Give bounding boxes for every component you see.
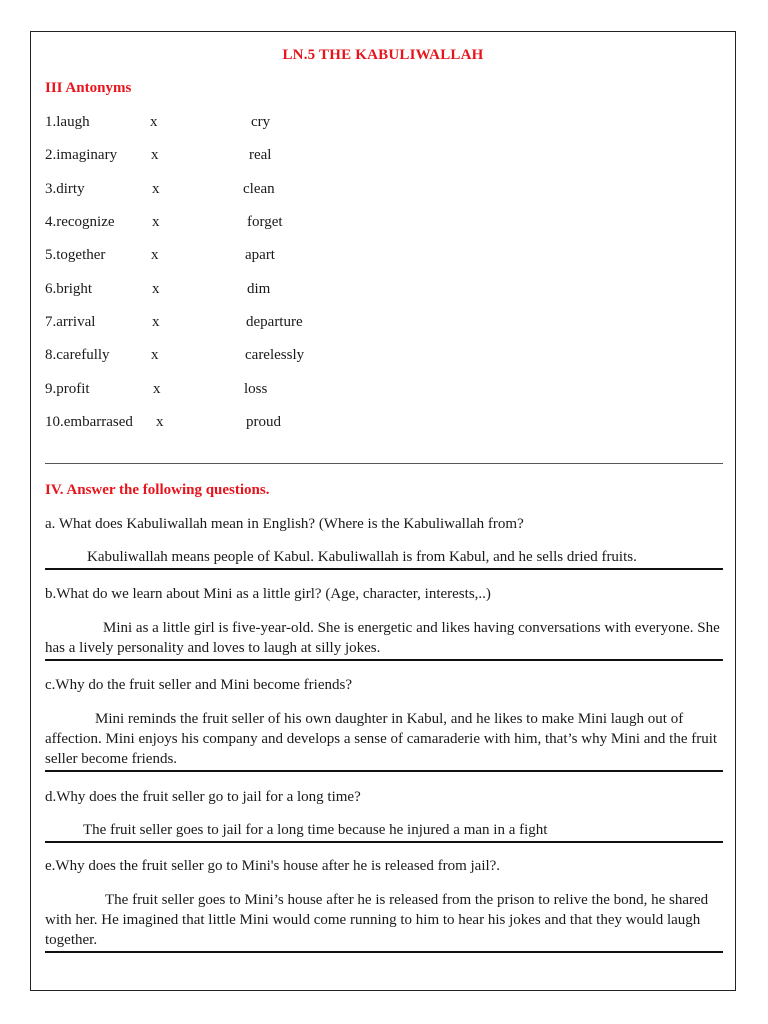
antonym-word: 8.carefully (45, 347, 110, 363)
antonym-word: 10.embarrased (45, 414, 133, 430)
antonym-opposite: proud (246, 414, 281, 430)
question-text: c.Why do the fruit seller and Mini become friends? (45, 677, 352, 693)
antonym-word: 2.imaginary (45, 147, 118, 163)
antonym-opposite: loss (244, 381, 268, 397)
antonym-word: 7.arrival (45, 314, 96, 330)
antonym-opposite: dim (247, 281, 271, 297)
question-text: a. What does Kabuliwallah mean in English? (Where is the Kabuliwallah from? (45, 516, 524, 532)
antonym-opposite: carelessly (245, 347, 305, 363)
question-text: d.Why does the fruit seller go to jail for a long time? (45, 789, 361, 805)
antonym-word: 5.together (45, 247, 106, 263)
antonym-word: 6.bright (45, 281, 93, 297)
antonym-opposite: departure (246, 314, 303, 330)
antonym-word: 3.dirty (45, 181, 85, 197)
answer-text: The fruit seller goes to jail for a long time because he injured a man in a fight (45, 820, 723, 843)
answer-text: Mini as a little girl is five-year-old. She is energetic and likes having conversations with everyone. She has a lively personality and loves to laugh at silly jokes. (45, 618, 723, 661)
antonym-separator: x (152, 281, 160, 297)
answer-text: Mini reminds the fruit seller of his own daughter in Kabul, and he likes to make Mini laugh out of affection. Mini enjoys his company and develops a sense of camaraderie with him, that’s why Mini and the fruit seller become friends. (45, 709, 723, 772)
antonym-word: 9.profit (45, 381, 90, 397)
worksheet-page (30, 31, 736, 991)
antonym-separator: x (152, 181, 160, 197)
section-divider (45, 463, 723, 464)
antonym-separator: x (151, 247, 159, 263)
antonym-opposite: apart (245, 247, 275, 263)
antonym-separator: x (152, 314, 160, 330)
antonyms-heading: III Antonyms (45, 80, 132, 96)
antonym-opposite: forget (247, 214, 283, 230)
question-text: e.Why does the fruit seller go to Mini's house after he is released from jail?. (45, 858, 501, 874)
antonym-separator: x (151, 347, 159, 363)
answer-text: Kabuliwallah means people of Kabul. Kabuliwallah is from Kabul, and he sells dried fruits. (45, 547, 723, 570)
questions-heading: IV. Answer the following questions. (45, 482, 270, 498)
antonym-separator: x (150, 114, 158, 130)
antonym-separator: x (156, 414, 164, 430)
antonym-separator: x (152, 214, 160, 230)
antonym-separator: x (151, 147, 159, 163)
antonym-opposite: real (249, 147, 272, 163)
answer-text: The fruit seller goes to Mini’s house after he is released from the prison to relive the bond, he shared with her. He imagined that little Mini would come running to him to hear his jokes and that they would laugh together. (45, 890, 723, 953)
page-title: LN.5 THE KABULIWALLAH (282, 47, 484, 63)
antonym-opposite: clean (243, 181, 275, 197)
question-text: b.What do we learn about Mini as a little girl? (Age, character, interests,..) (45, 586, 491, 602)
antonym-word: 4.recognize (45, 214, 115, 230)
antonym-opposite: cry (251, 114, 271, 130)
antonym-word: 1.laugh (45, 114, 90, 130)
antonym-separator: x (153, 381, 161, 397)
